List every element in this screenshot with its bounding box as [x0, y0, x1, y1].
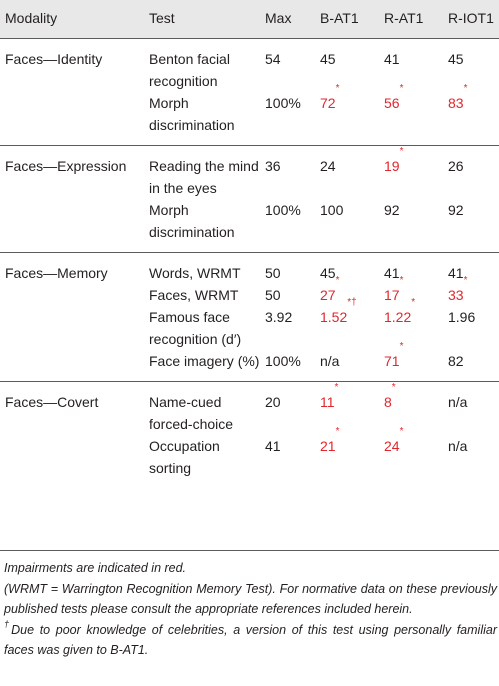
asterisk-mark: *: [399, 425, 404, 437]
column-header-modality: Modality: [5, 10, 58, 26]
column-header-b-at1: B-AT1: [320, 10, 359, 26]
r-iot1-cell: 26: [448, 157, 464, 174]
r-at1-cell-impaired: [384, 82, 448, 146]
value: 1.52: [320, 308, 348, 325]
r-iot1-cell: 45: [448, 50, 464, 67]
table-row: [0, 199, 499, 253]
b-at1-cell: 24: [320, 157, 336, 174]
value: 11: [320, 393, 335, 410]
header-row: [0, 0, 499, 38]
asterisk-dagger-mark: *†: [347, 296, 357, 308]
column-header-test: Test: [149, 10, 175, 26]
footnote-dagger: [4, 618, 497, 660]
table-row: [0, 92, 499, 146]
test-cell: Name-cued forced-choice: [149, 393, 234, 432]
value: 71: [384, 352, 400, 369]
test-cell: Morph discrimination: [149, 201, 235, 240]
test-cell: Benton facial recognition: [149, 50, 230, 89]
b-at1-cell: 100: [320, 201, 344, 218]
value: 33: [448, 286, 464, 303]
table-row: [0, 38, 499, 92]
footnote-dagger-text: Due to poor knowledge of celebrities, a version of this test using personally familiar faces was given to B-AT1.: [4, 622, 497, 657]
value: 8: [384, 393, 392, 410]
asterisk-mark: *: [335, 425, 340, 437]
column-header-r-at1: R-AT1: [384, 10, 424, 26]
test-cell: Occupation sorting: [149, 437, 220, 476]
asterisk-mark: *: [399, 340, 404, 352]
r-iot1-cell-impaired: [448, 274, 499, 306]
test-cell: Morph discrimination: [149, 94, 235, 133]
r-at1-cell-impaired: [384, 340, 448, 382]
modality-cell: Faces—Expression: [5, 157, 127, 174]
max-cell: 50: [265, 264, 281, 281]
table-row: [0, 145, 499, 199]
max-cell: 54: [265, 50, 281, 67]
r-iot1-cell: 82: [448, 352, 464, 369]
modality-cell-empty: [0, 284, 149, 306]
test-cell: Face imagery (%): [149, 352, 260, 369]
r-at1-cell-impaired: [384, 274, 448, 306]
r-iot1-cell: 41: [448, 264, 464, 281]
max-cell: 36: [265, 157, 281, 174]
asterisk-mark: *: [335, 274, 340, 286]
modality-cell-empty: [0, 199, 149, 253]
asterisk-mark: *: [463, 274, 468, 286]
table-row: [0, 284, 499, 306]
r-iot1-cell: n/a: [448, 437, 468, 454]
value: 19: [384, 157, 400, 174]
max-cell: 100%: [265, 201, 301, 218]
asterisk-mark: *: [399, 145, 404, 157]
footnote-wrmt: (WRMT = Warrington Recognition Memory Test). For normative data on these previously published tests please consult the appropriate references included herein.: [4, 582, 497, 616]
value: 17: [384, 286, 400, 303]
value: 21: [320, 437, 336, 454]
modality-cell: Faces—Identity: [5, 50, 103, 67]
r-at1-cell-impaired: [384, 145, 448, 199]
asterisk-mark: *: [411, 296, 416, 308]
test-cell: Words, WRMT: [149, 264, 241, 281]
r-iot1-cell: 1.96: [448, 308, 476, 325]
value: 72: [320, 94, 336, 111]
group-expression: [0, 145, 499, 252]
asterisk-mark: *: [399, 274, 404, 286]
table-row: [0, 435, 499, 488]
r-at1-cell: 41: [384, 264, 400, 281]
r-iot1-cell: n/a: [448, 393, 468, 410]
b-at1-cell-impaired: [320, 82, 384, 146]
max-cell: 3.92: [265, 308, 293, 325]
value: 56: [384, 94, 400, 111]
table-row: [0, 252, 499, 284]
footnote-impairments: Impairments are indicated in red.: [4, 561, 187, 575]
group-memory: [0, 252, 499, 381]
max-cell: 100%: [265, 94, 301, 111]
modality-cell-empty: [0, 350, 149, 382]
b-at1-cell-impaired: [320, 425, 384, 488]
value: 24: [384, 437, 400, 454]
b-at1-cell: 45: [320, 50, 336, 67]
r-iot1-cell: 92: [448, 201, 464, 218]
test-cell: Reading the mind in the eyes: [149, 157, 259, 196]
test-cell: Faces, WRMT: [149, 286, 239, 303]
column-header-r-iot1: R-IOT1: [448, 10, 494, 26]
b-at1-cell-impaired: [320, 381, 384, 435]
dagger-mark: †: [4, 618, 12, 629]
table-row: [0, 381, 499, 435]
r-at1-cell: 92: [384, 201, 400, 218]
b-at1-cell: 45: [320, 264, 336, 281]
r-at1-cell-impaired: [384, 425, 448, 488]
modality-cell: Faces—Memory: [5, 264, 108, 281]
modality-cell-empty: [0, 92, 149, 146]
test-cell: Famous face recognition (d′): [149, 308, 242, 347]
modality-cell-empty: [0, 306, 149, 350]
asterisk-mark: *: [335, 82, 340, 94]
table-footnotes: [0, 550, 499, 662]
table-header: [0, 0, 499, 38]
asterisk-mark: *: [334, 381, 339, 393]
value: 27: [320, 286, 336, 303]
max-cell: 41: [265, 437, 281, 454]
r-at1-cell: 41: [384, 50, 400, 67]
r-at1-cell-impaired: [384, 381, 448, 435]
b-at1-cell-impaired: [320, 296, 384, 350]
max-cell: 100%: [265, 352, 301, 369]
modality-cell: Faces—Covert: [5, 393, 99, 410]
column-header-max: Max: [265, 10, 292, 26]
max-cell: 50: [265, 286, 281, 303]
modality-cell-empty: [0, 435, 149, 488]
asterisk-mark: *: [399, 82, 404, 94]
value: 83: [448, 94, 464, 111]
table-row: [0, 350, 499, 382]
value: 1.22: [384, 308, 412, 325]
group-covert: [0, 381, 499, 488]
table-row: [0, 306, 499, 350]
r-iot1-cell-impaired: [448, 82, 499, 146]
asterisk-mark: *: [463, 82, 468, 94]
group-identity: [0, 38, 499, 145]
r-at1-cell-impaired: [384, 296, 448, 350]
asterisk-mark: *: [391, 381, 396, 393]
max-cell: 20: [265, 393, 281, 410]
b-at1-cell: n/a: [320, 352, 340, 369]
